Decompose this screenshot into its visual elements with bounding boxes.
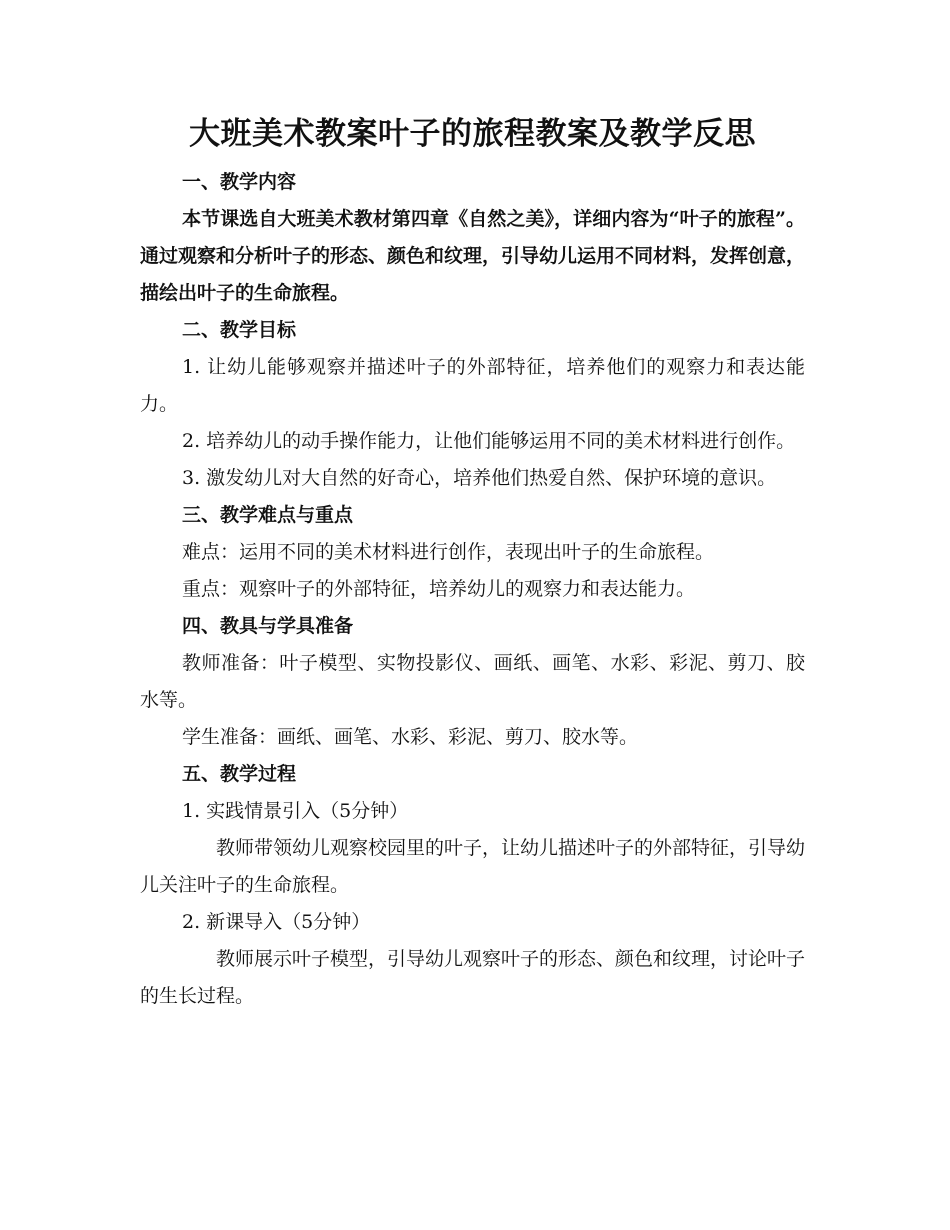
goal-item: 2. 培养幼儿的动手操作能力，让他们能够运用不同的美术材料进行创作。 (182, 430, 796, 452)
difficulty-text: 难点：运用不同的美术材料进行创作，表现出叶子的生命旅程。 (182, 541, 715, 563)
document-title: 大班美术教案叶子的旅程教案及教学反思 (189, 116, 756, 152)
section-heading-difficulty-focus: 三、教学难点与重点 (182, 504, 354, 526)
process-step-body: 教师带领幼儿观察校园里的叶子，让幼儿描述叶子的外部特征，引导幼儿关注叶子的生命旅程。 (140, 837, 806, 896)
section-heading-content: 一、教学内容 (182, 171, 297, 193)
section-heading-materials: 四、教具与学具准备 (182, 615, 354, 637)
process-step-title: 1. 实践情景引入（5分钟） (182, 800, 409, 822)
goal-item: 3. 激发幼儿对大自然的好奇心，培养他们热爱自然、保护环境的意识。 (182, 467, 777, 489)
student-materials: 学生准备：画纸、画笔、水彩、彩泥、剪刀、胶水等。 (182, 726, 639, 748)
section-heading-goals: 二、教学目标 (182, 319, 297, 341)
section-content-intro: 本节课选自大班美术教材第四章《自然之美》，详细内容为“叶子的旅程”。通过观察和分析叶子的形态、颜色和纹理，引导幼儿运用不同材料，发挥创意，描绘出叶子的生命旅程。 (140, 208, 806, 304)
goal-item: 1. 让幼儿能够观察并描述叶子的外部特征，培养他们的观察力和表达能力。 (140, 356, 805, 415)
document-page (140, 108, 805, 1015)
focus-text: 重点：观察叶子的外部特征，培养幼儿的观察力和表达能力。 (182, 578, 696, 600)
process-step-title: 2. 新课导入（5分钟） (182, 911, 371, 933)
process-step-body: 教师展示叶子模型，引导幼儿观察叶子的形态、颜色和纹理，讨论叶子的生长过程。 (140, 948, 806, 1007)
teacher-materials: 教师准备：叶子模型、实物投影仪、画纸、画笔、水彩、彩泥、剪刀、胶水等。 (140, 652, 805, 711)
section-heading-process: 五、教学过程 (182, 763, 297, 785)
